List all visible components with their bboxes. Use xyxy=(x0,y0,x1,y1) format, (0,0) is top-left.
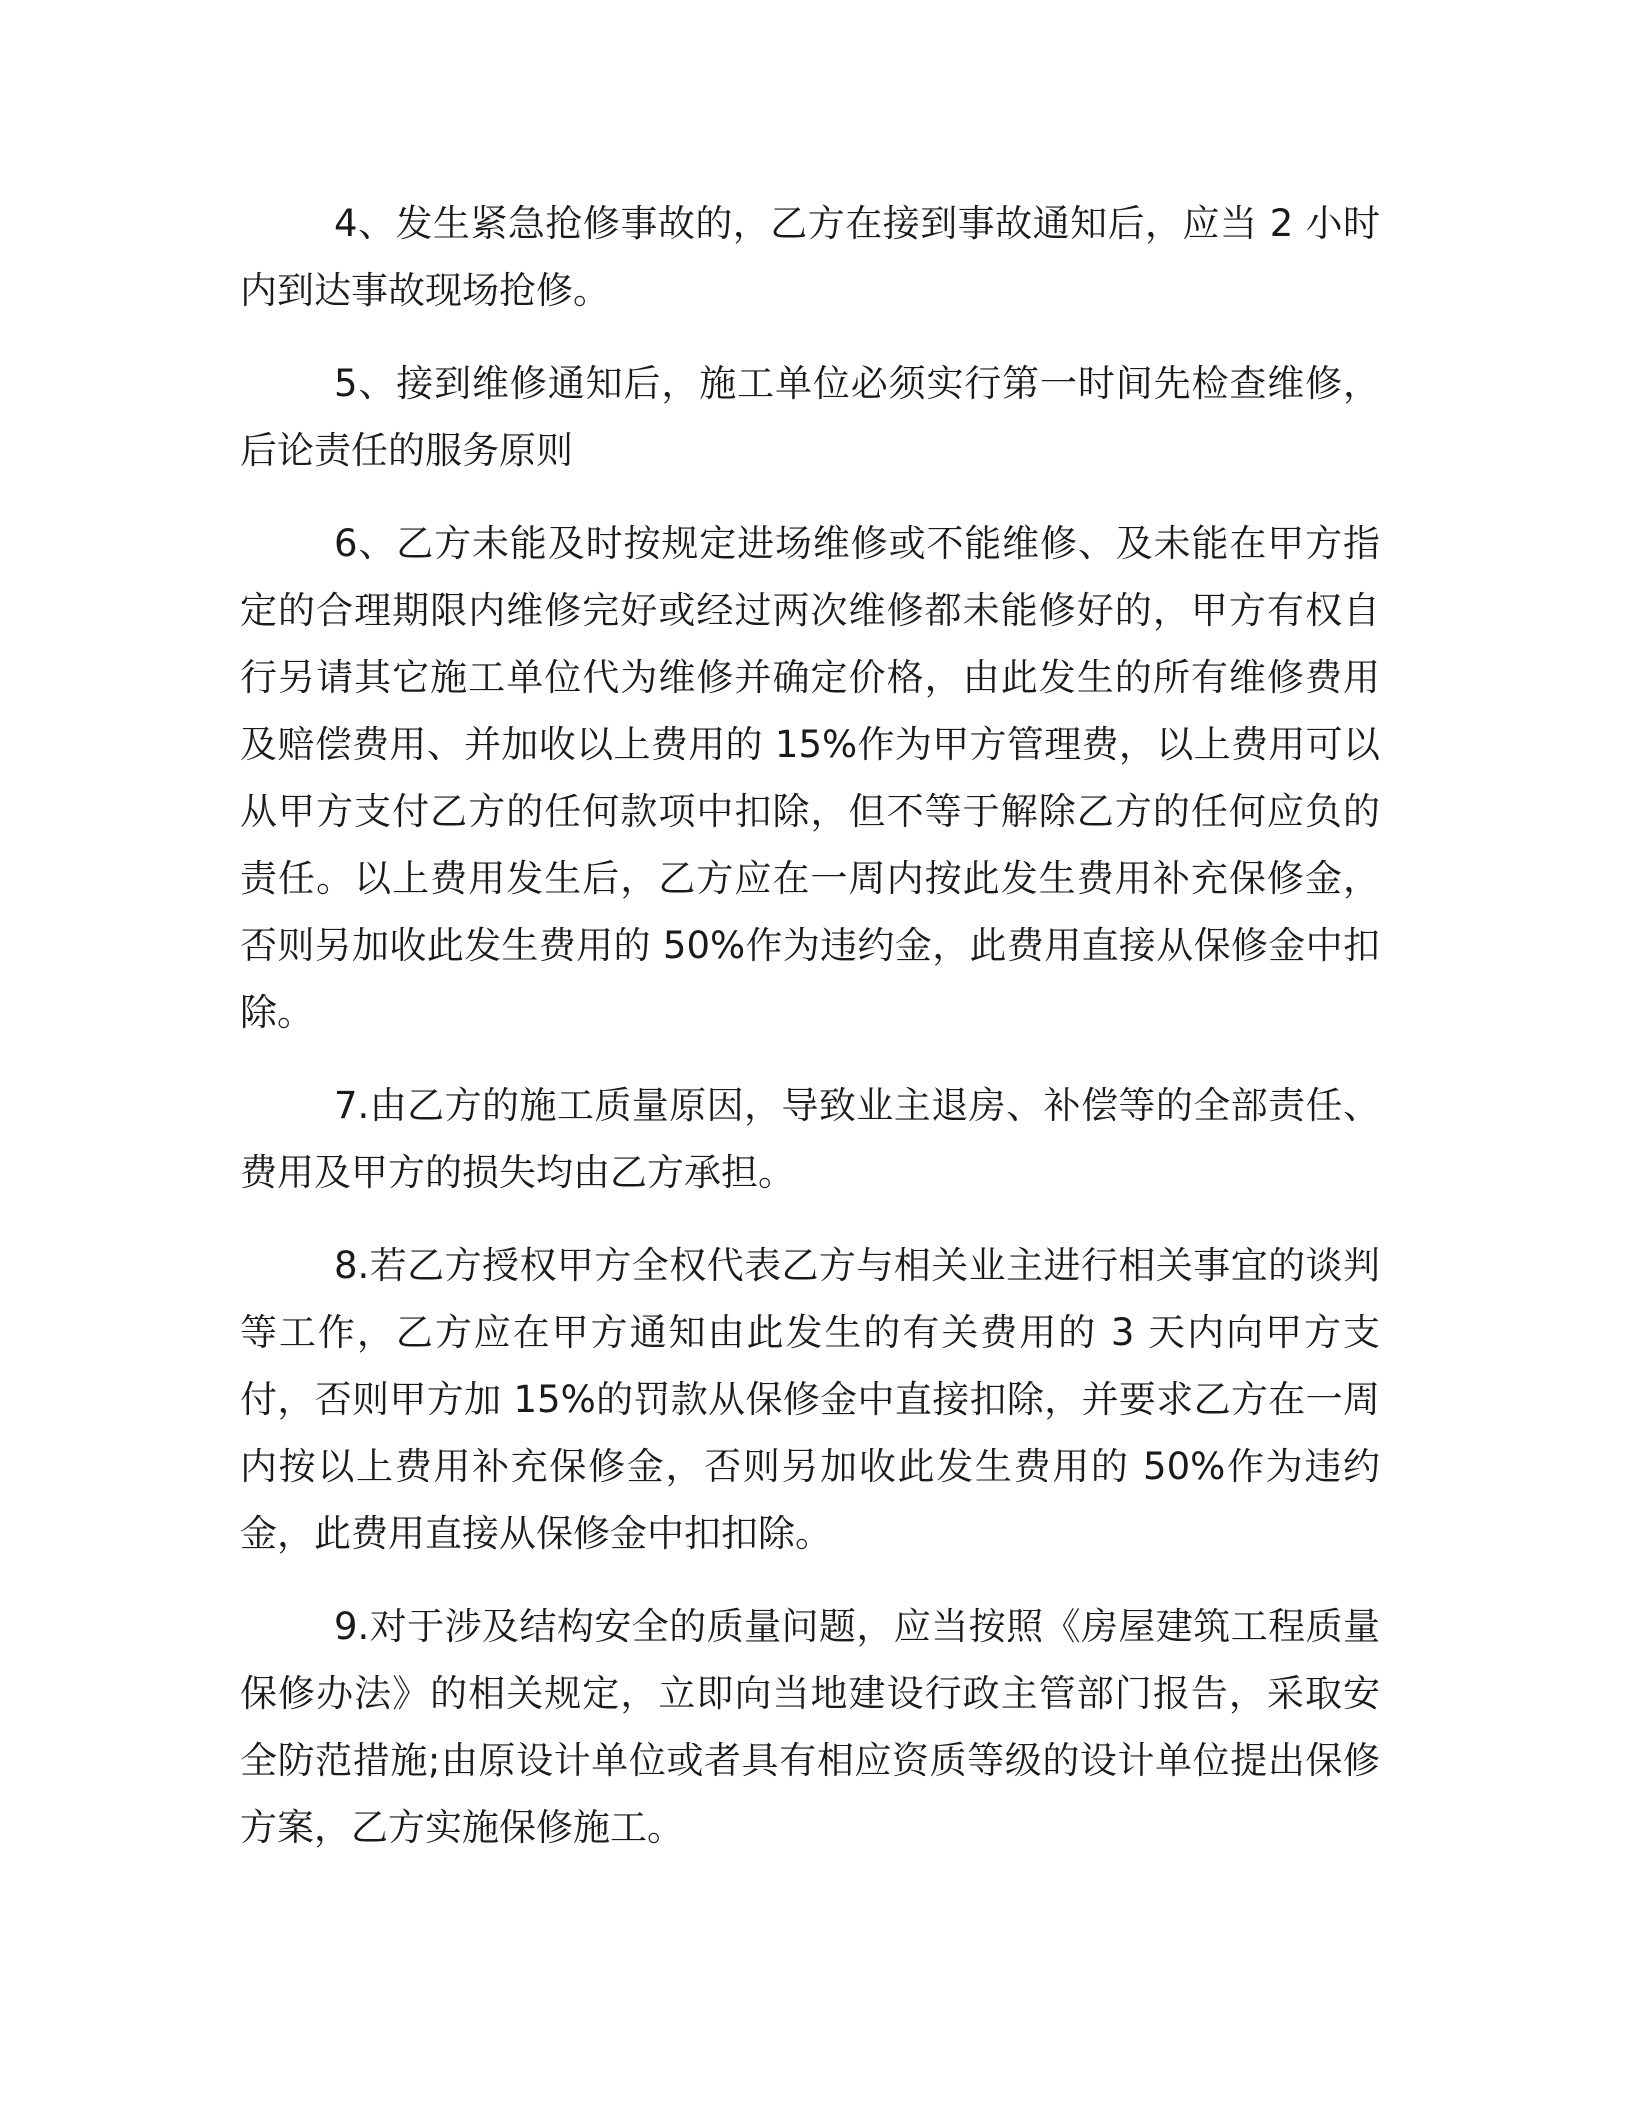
paragraph-item-6: 6、乙方未能及时按规定进场维修或不能维修、及未能在甲方指定的合理期限内维修完好或经过两次维修都未能修好的，甲方有权自行另请其它施工单位代为维修并确定价格，由此发生的所有维修费用及赔偿费用、并加收以上费用的 15%作为甲方管理费，以上费用可以从甲方支付乙方的任何款项中扣除，但不等于解除乙方的任何应负的责任。以上费用发生后，乙方应在一周内按此发生费用补充保修金，否则另加收此发生费用的 50%作为违约金，此费用直接从保修金中扣除。 xyxy=(240,522,1380,1034)
paragraph-item-8: 8.若乙方授权甲方全权代表乙方与相关业主进行相关事宜的谈判等工作，乙方应在甲方通知由此发生的有关费用的 3 天内向甲方支付，否则甲方加 15%的罚款从保修金中直接扣除，并要求乙方在一周内按以上费用补充保修金，否则另加收此发生费用的 50%作为违约金，此费用直接从保修金中扣扣除。 xyxy=(240,1244,1380,1555)
paragraph-item-9: 9.对于涉及结构安全的质量问题，应当按照《房屋建筑工程质量保修办法》的相关规定，立即向当地建设行政主管部门报告，采取安全防范措施;由原设计单位或者具有相应资质等级的设计单位提出保修方案，乙方实施保修施工。 xyxy=(240,1605,1380,1849)
paragraph-item-4: 4、发生紧急抢修事故的，乙方在接到事故通知后，应当 2 小时内到达事故现场抢修。 xyxy=(240,202,1380,312)
paragraph-item-7: 7.由乙方的施工质量原因，导致业主退房、补偿等的全部责任、费用及甲方的损失均由乙方承担。 xyxy=(240,1084,1380,1194)
paragraph-item-5: 5、接到维修通知后，施工单位必须实行第一时间先检查维修，后论责任的服务原则 xyxy=(240,362,1380,472)
document-body xyxy=(240,190,1380,1887)
